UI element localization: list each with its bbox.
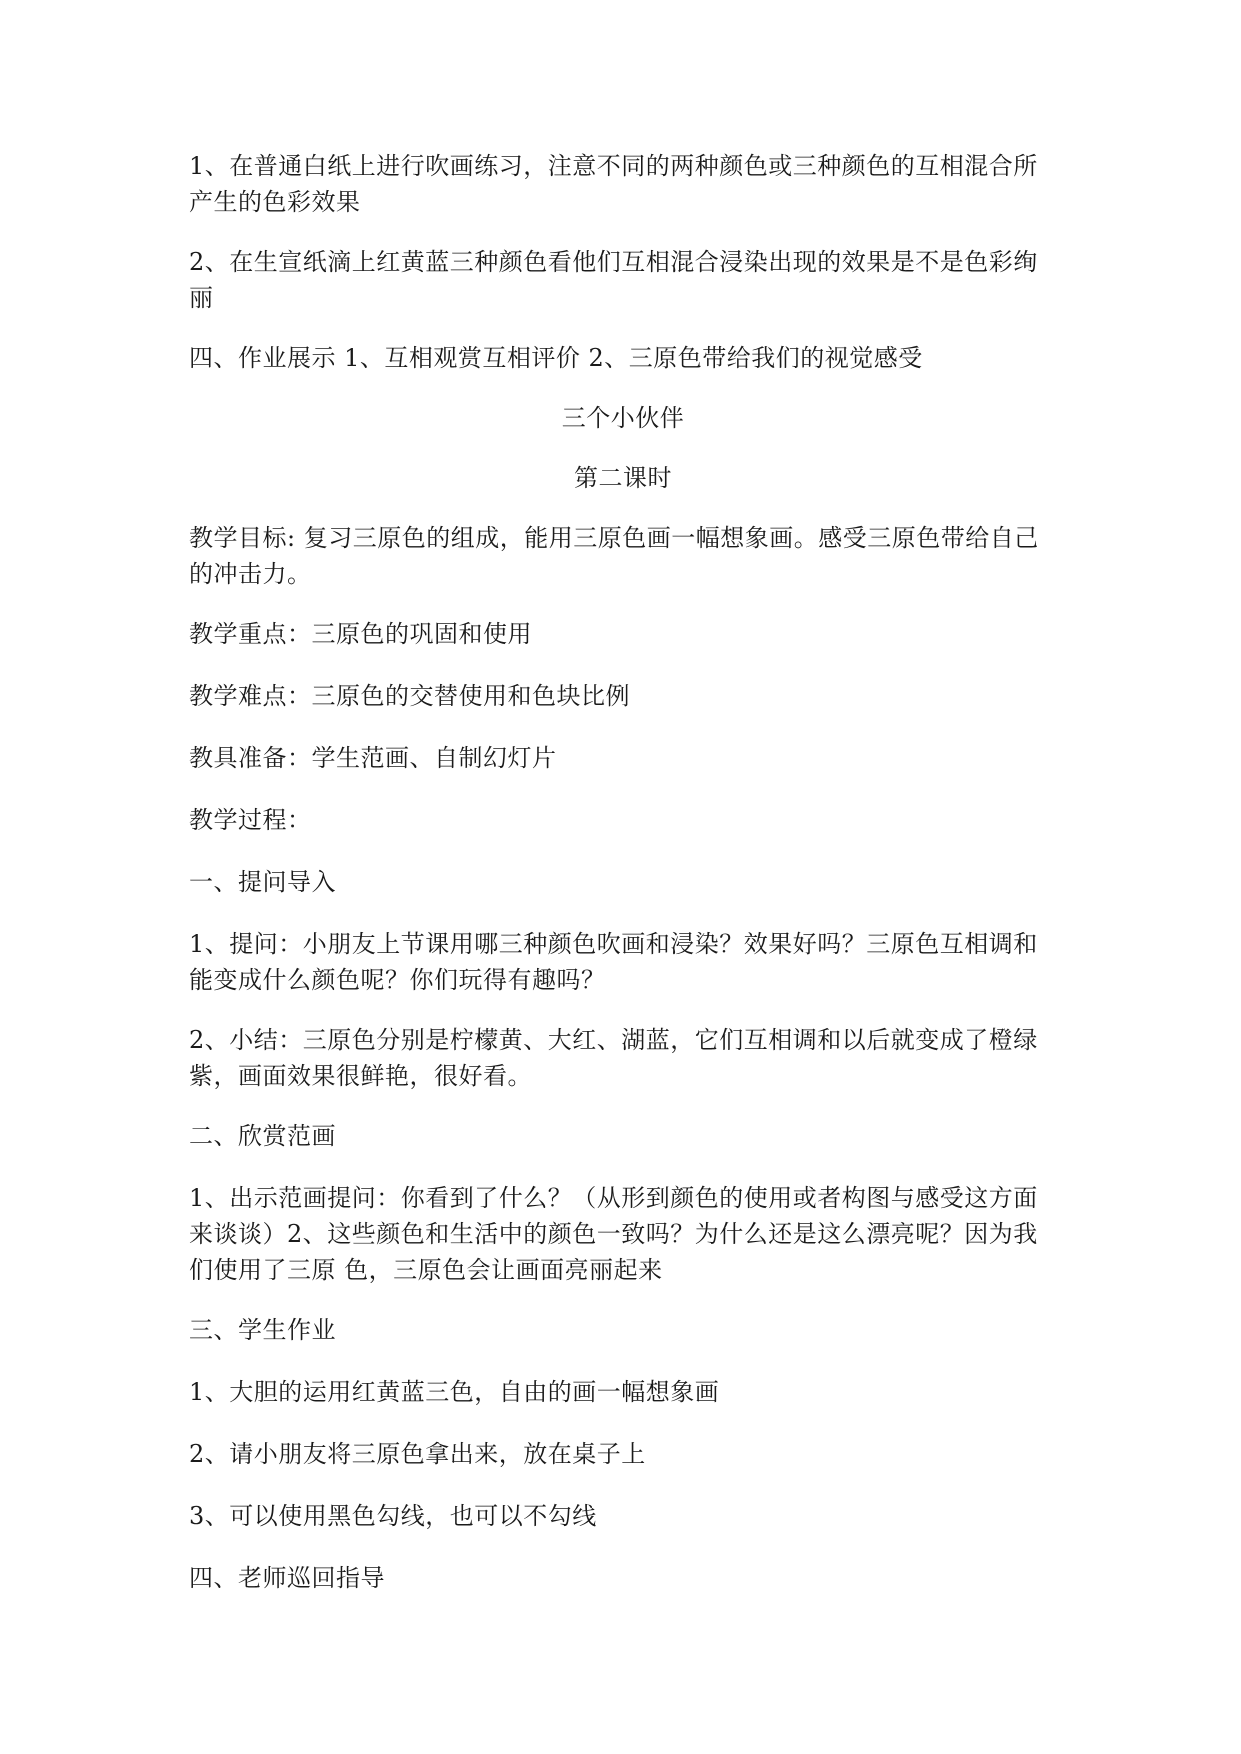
paragraph-work-step-2: 2、请小朋友将三原色拿出来，放在桌子上 [189,1440,646,1468]
lesson-title: 三个小伙伴 [561,404,685,432]
paragraph-teaching-materials: 教具准备：学生范画、自制幻灯片 [189,744,557,772]
paragraph-homework-display: 四、作业展示 1、互相观赏互相评价 2、三原色带给我们的视觉感受 [189,344,923,372]
section-heading-introduction: 一、提问导入 [189,868,336,896]
paragraph-xuan-paper-practice: 2、在生宣纸滴上红黄蓝三种颜色看他们互相混合浸染出现的效果是不是色彩绚丽 [189,248,1038,312]
paragraph-teaching-process: 教学过程： [189,806,312,834]
section-heading-appreciation: 二、欣赏范画 [189,1122,336,1150]
paragraph-summary: 2、小结：三原色分别是柠檬黄、大红、湖蓝，它们互相调和以后就变成了橙绿紫，画面效果很鲜艳，很好看。 [189,1026,1038,1090]
section-heading-teacher-guidance: 四、老师巡回指导 [189,1564,385,1592]
paragraph-work-step-3: 3、可以使用黑色勾线，也可以不勾线 [189,1502,597,1530]
paragraph-teaching-goal: 教学目标: 复习三原色的组成，能用三原色画一幅想象画。感受三原色带给自己的冲击力。 [189,524,1039,588]
paragraph-show-examples: 1、出示范画提问：你看到了什么？（从形到颜色的使用或者构图与感受这方面来谈谈）2、这些颜色和生活中的颜色一致吗？为什么还是这么漂亮呢？因为我们使用了三原 色，三原色会让画面亮丽起来 [189,1184,1038,1284]
paragraph-teaching-focus: 教学重点：三原色的巩固和使用 [189,620,532,648]
paragraph-work-step-1: 1、大胆的运用红黄蓝三色，自由的画一幅想象画 [189,1378,720,1406]
lesson-subtitle: 第二课时 [574,464,672,492]
section-heading-student-work: 三、学生作业 [189,1316,336,1344]
paragraph-question: 1、提问：小朋友上节课用哪三种颜色吹画和浸染？效果好吗？三原色互相调和能变成什么颜色呢？你们玩得有趣吗？ [189,930,1038,994]
paragraph-blow-painting-practice: 1、在普通白纸上进行吹画练习，注意不同的两种颜色或三种颜色的互相混合所产生的色彩效果 [189,152,1038,216]
paragraph-teaching-difficulty: 教学难点：三原色的交替使用和色块比例 [189,682,630,710]
